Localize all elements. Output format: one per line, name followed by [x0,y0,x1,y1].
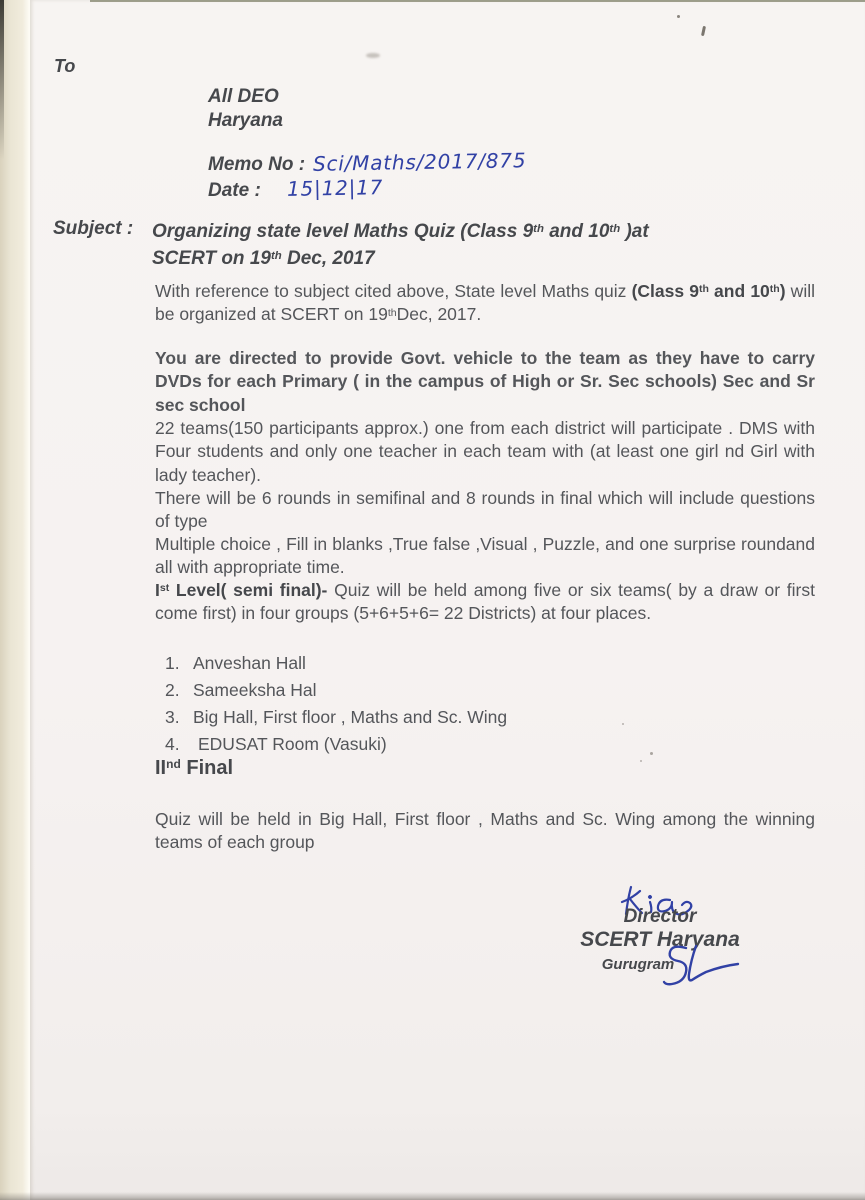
list-item [165,650,507,677]
list-number: 4. [165,734,180,754]
scan-edge-shadow [0,0,4,160]
list-item [165,731,507,758]
list-item [165,677,507,704]
paragraph-teams: 22 teams(150 participants approx.) one from each district will participate . DMS with Four students and only one teacher in each team with (at least one girl nd Girl with lady teacher). [155,418,815,485]
list-number: 1. [165,653,180,673]
list-item [165,704,507,731]
scan-speck [650,752,653,755]
date-handwritten-value: 15|12|17 [286,175,384,201]
scan-speck [677,15,680,18]
letter-page [30,0,865,1200]
recipient-line: All DEO [208,86,279,107]
list-number: 3. [165,707,180,727]
list-text: EDUSAT Room (Vasuki) [198,734,387,754]
paragraph-reference: With reference to subject cited above, State level Maths quiz (Class 9th and 10th) will be organized at SCERT on 19thDec, 2017. [155,281,815,325]
scan-speck [701,26,706,36]
signatory-title: Director [623,906,697,927]
second-level-heading: IInd Final [155,757,234,779]
recipient-block [208,85,283,133]
memo-number-label: Memo No : [208,154,306,175]
list-text: Anveshan Hall [193,653,306,673]
list-text: Sameeksha Hal [193,680,317,700]
scan-bottom-band [0,1192,865,1200]
subject-text: Organizing state level Maths Quiz (Class 9th and 10th )at SCERT on 19th Dec, 2017 [152,221,649,269]
scan-speck [622,723,624,725]
memo-number-row [208,148,527,176]
list-text: Big Hall, First floor , Maths and Sc. Wing [193,707,508,727]
subject-label: Subject : [53,218,134,239]
scan-smudge [366,53,380,58]
recipient-line: Haryana [208,110,283,131]
to-label: To [54,56,76,76]
memo-number-handwritten-value: Sci/Maths/2017/875 [312,148,527,176]
venue-list [165,650,507,758]
paragraph-vehicle-directive: You are directed to provide Govt. vehicle to the team as they have to carry DVDs for each Primary ( in the campus of High or Sr. Sec schools) Sec and Sr sec school [155,348,815,415]
signatory-organization: SCERT Haryana [580,928,740,951]
signature-scribble [658,940,742,992]
scan-top-line [90,0,865,2]
scanner-edge-strip [0,0,30,1200]
paragraph-rounds: There will be 6 rounds in semifinal and 8 rounds in final which will include questions of type [155,488,815,532]
paragraph-final-venue: Quiz will be held in Big Hall, First floor , Maths and Sc. Wing among the winning teams of each group [155,809,815,853]
paragraph-first-level: Ist Level( semi final)- Quiz will be held among five or six teams( by a draw or first come first) in four groups (5+6+5+6= 22 Districts) at four places. [155,580,815,624]
scan-speck [640,760,642,762]
date-label: Date : [208,180,261,201]
paragraph-question-types: Multiple choice , Fill in blanks ,True false ,Visual , Puzzle, and one surprise roundand all with appropriate time. [155,534,815,578]
list-number: 2. [165,680,180,700]
date-row [208,177,383,202]
signatory-place: Gurugram [601,956,675,973]
